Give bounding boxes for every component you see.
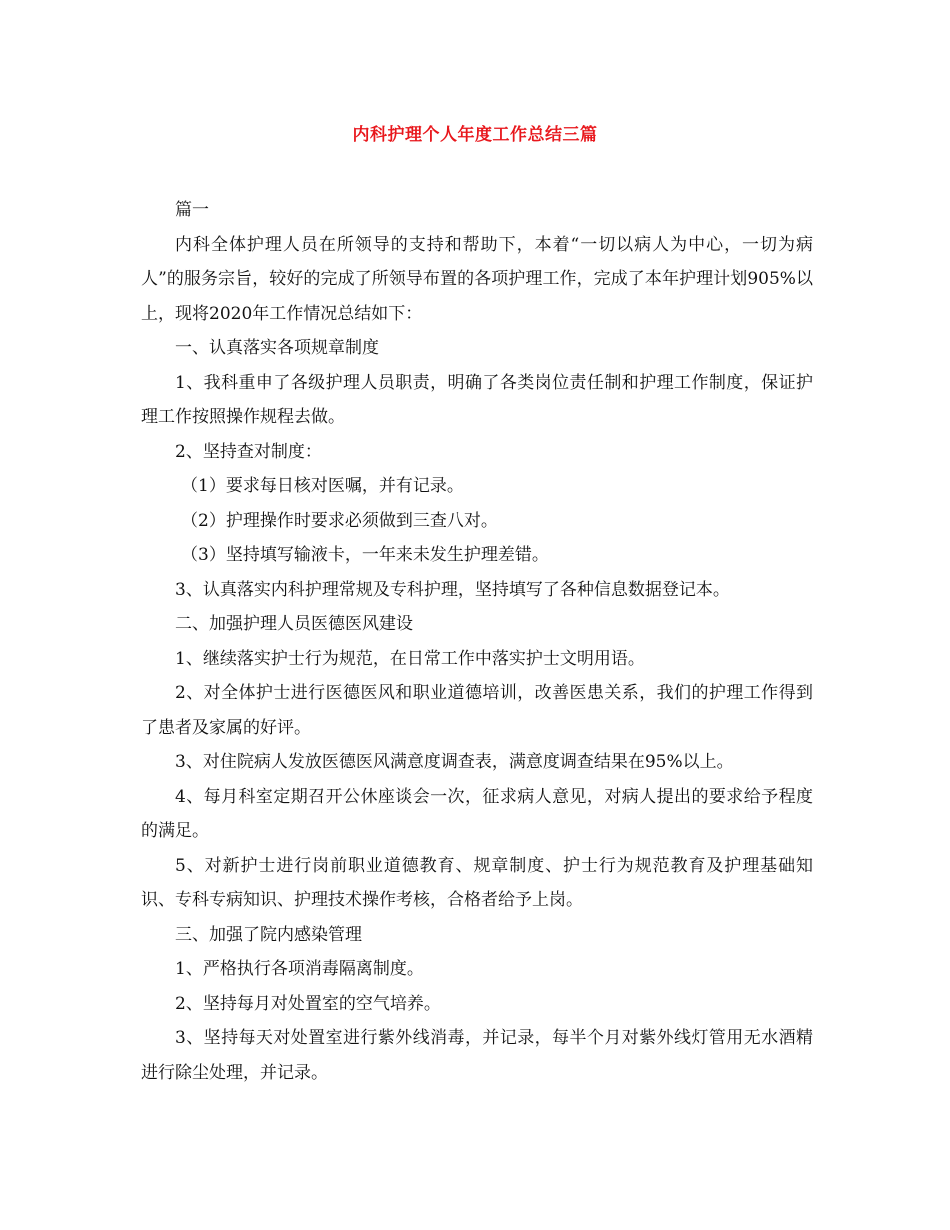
paragraph: 1、严格执行各项消毒隔离制度。 (175, 959, 424, 979)
paragraph: 内科全体护理人员在所领导的支持和帮助下，本着“一切以病人为中心，一切为病人”的服务宗旨，较好的完成了所领导布置的各项护理工作，完成了本年护理计划905%以上，现将2020年工作情况总结如下： (141, 234, 813, 324)
section-heading: 二、加强护理人员医德医风建设 (175, 614, 413, 634)
paragraph: 2、坚持查对制度： (175, 441, 322, 462)
list-item: （3）坚持填写输液卡，一年来未发生护理差错。 (181, 545, 549, 565)
paragraph: 3、坚持每天对处置室进行紫外线消毒，并记录，每半个月对紫外线灯管用无水酒精进行除尘处理，并记录。 (141, 1028, 813, 1083)
list-item: （1）要求每日核对医嘱，并有记录。 (181, 476, 464, 496)
document-body (141, 193, 813, 1090)
document-title: 内科护理个人年度工作总结三篇 (352, 125, 598, 145)
paragraph: 5、对新护士进行岗前职业道德教育、规章制度、护士行为规范教育及护理基础知识、专科专病知识、护理技术操作考核，合格者给予上岗。 (141, 855, 813, 910)
section-heading: 三、加强了院内感染管理 (175, 924, 362, 945)
paragraph: 4、每月科室定期召开公休座谈会一次，征求病人意见，对病人提出的要求给予程度的满足。 (141, 786, 813, 841)
paragraph: 1、我科重申了各级护理人员职责，明确了各类岗位责任制和护理工作制度，保证护理工作按照操作规程去做。 (141, 372, 813, 427)
section-heading: 一、认真落实各项规章制度 (175, 338, 379, 358)
paragraph: 2、坚持每月对处置室的空气培养。 (175, 993, 441, 1014)
paragraph: 3、对住院病人发放医德医风满意度调查表，满意度调查结果在95%以上。 (175, 752, 734, 772)
list-item: （2）护理操作时要求必须做到三查八对。 (181, 510, 498, 531)
paragraph: 1、继续落实护士行为规范，在日常工作中落实护士文明用语。 (175, 648, 645, 669)
paragraph: 3、认真落实内科护理常规及专科护理，坚持填写了各种信息数据登记本。 (175, 579, 730, 600)
section-heading: 篇一 (175, 200, 209, 220)
paragraph: 2、对全体护士进行医德医风和职业道德培训，改善医患关系，我们的护理工作得到了患者及家属的好评。 (141, 683, 813, 738)
